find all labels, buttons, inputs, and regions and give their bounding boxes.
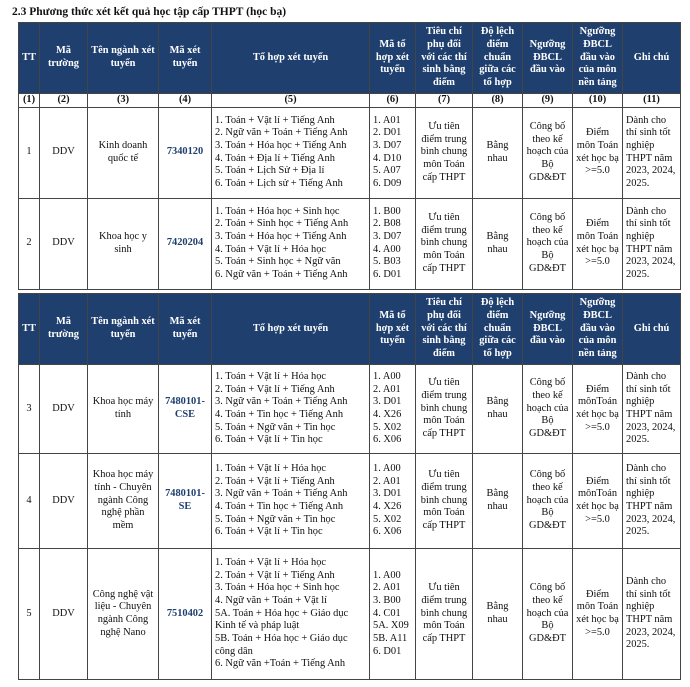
header-score-deviation: Độ lệch điểm chuẩn giữa các tổ hợp [473, 23, 523, 94]
subject-combinations-line: 4. Toán + Địa lí + Tiếng Anh [215, 152, 335, 164]
combination-codes [370, 107, 416, 198]
admission-code: 7480101-SE [159, 454, 212, 549]
header-combination-codes: Mã tổ hợp xét tuyển [370, 294, 416, 365]
combination-codes-line: 2. A01 [373, 475, 401, 487]
combination-codes-line: 5. X02 [373, 421, 402, 433]
score-deviation: Bằng nhau [473, 365, 523, 454]
combination-codes-line: 1. A00 [373, 569, 401, 581]
table-row [19, 365, 681, 454]
column-number: (6) [370, 94, 416, 108]
column-number: (4) [159, 94, 212, 108]
subject-combinations-line: 6. Toán + Vật lí + Tin học [215, 526, 323, 538]
subject-combinations-line: 2. Toán + Vật lí + Tiếng Anh [215, 569, 335, 581]
subject-combinations-line: 5B. Toán + Hóa học + Giáo dục công dân [215, 633, 348, 657]
subject-combinations-line: 3. Toán + Hóa học + Tiếng Anh [215, 140, 347, 151]
quality-threshold: Công bố theo kế hoạch của Bộ GD&ĐT [523, 454, 573, 549]
combination-codes [370, 365, 416, 454]
subject-combinations-line: 2. Ngữ văn + Toán + Tiếng Anh [215, 127, 348, 139]
combination-codes-line: 1. B00 [373, 205, 401, 217]
column-number: (8) [473, 94, 523, 108]
school-code: DDV [40, 454, 88, 549]
tiebreak-criteria: Ưu tiên điểm trung bình chung môn Toán cấp THPT [416, 107, 473, 198]
subject-combinations-line: 1. Toán + Vật lí + Hóa học [215, 462, 327, 474]
admission-table-part-2 [18, 293, 681, 680]
tiebreak-criteria: Ưu tiên điểm trung bình chung môn Toán cấp THPT [416, 365, 473, 454]
combination-codes-line: 3. D01 [373, 488, 402, 500]
table-row [19, 107, 681, 198]
notes: Dành cho thí sinh tốt nghiệp THPT năm 2023, 2024, 2025. [623, 454, 681, 549]
major-name: Khoa học máy tính [88, 365, 159, 454]
notes: Dành cho thí sinh tốt nghiệp THPT năm 2023, 2024, 2025. [623, 365, 681, 454]
combination-codes-line: 5B. A11 [373, 633, 408, 645]
subject-combinations-line: 3. Ngữ văn + Toán + Tiếng Anh [215, 488, 348, 500]
header-quality-threshold: Ngưỡng ĐBCL đầu vào [523, 23, 573, 94]
school-code: DDV [40, 198, 88, 289]
subject-combinations-line: 6. Ngữ văn +Toán + Tiếng Anh [215, 658, 346, 670]
subject-combinations-line: 1. Toán + Vật lí + Hóa học [215, 556, 327, 568]
header-row [19, 294, 681, 365]
column-number: (11) [623, 94, 681, 108]
header-tiebreak-criteria: Tiêu chí phụ đối với các thí sinh bằng điểm [416, 294, 473, 365]
combination-codes-line: 5. B03 [373, 256, 401, 268]
header-combinations: Tổ hợp xét tuyển [212, 23, 370, 94]
combination-codes [370, 454, 416, 549]
header-base-subject-threshold: Ngưỡng ĐBCL đầu vào của môn nền tảng [573, 23, 623, 94]
column-number: (9) [523, 94, 573, 108]
row-number: 3 [19, 365, 40, 454]
subject-combinations-line: 6. Toán + Lịch sử + Tiếng Anh [215, 178, 343, 190]
header-notes: Ghi chú [623, 294, 681, 365]
combination-codes-line: 6. D09 [373, 178, 402, 190]
school-code: DDV [40, 107, 88, 198]
subject-combinations-line: 5A. Toán + Hóa học + Giáo dục Kinh tế và pháp luật [215, 607, 349, 632]
combination-codes-line: 2. A01 [373, 582, 401, 594]
column-number: (1) [19, 94, 40, 108]
subject-combinations [212, 198, 370, 289]
row-number: 5 [19, 549, 40, 680]
tiebreak-criteria: Ưu tiên điểm trung bình chung môn Toán cấp THPT [416, 198, 473, 289]
column-number: (3) [88, 94, 159, 108]
combination-codes-line: 6. X06 [373, 526, 402, 538]
combination-codes-line: 6. D01 [373, 645, 402, 657]
subject-combinations-line: 2. Toán + Vật lí + Tiếng Anh [215, 383, 335, 395]
major-name: Công nghệ vật liệu - Chuyên ngành Công nghệ Nano [88, 549, 159, 680]
subject-combinations-line: 5. Toán + Ngữ văn + Tin học [215, 513, 336, 525]
column-number-row [19, 94, 681, 108]
major-name: Kinh doanh quốc tế [88, 107, 159, 198]
subject-combinations-line: 2. Toán + Vật lí + Tiếng Anh [215, 475, 335, 487]
combination-codes-line: 3. B00 [373, 594, 401, 606]
header-combinations: Tổ hợp xét tuyển [212, 294, 370, 365]
header-major: Tên ngành xét tuyển [88, 23, 159, 94]
combination-codes-line: 6. X06 [373, 434, 402, 446]
combination-codes-line: 1. A01 [373, 114, 401, 126]
score-deviation: Bằng nhau [473, 198, 523, 289]
combination-codes-line: 4. D10 [373, 152, 402, 164]
major-name: Khoa học y sinh [88, 198, 159, 289]
subject-combinations-line: 3. Toán + Hóa học + Tiếng Anh [215, 231, 347, 242]
subject-combinations-line: 1. Toán + Hóa học + Sinh học [215, 205, 340, 217]
score-deviation: Bằng nhau [473, 454, 523, 549]
combination-codes-line: 4. C01 [373, 607, 401, 619]
combination-codes-line: 4. X26 [373, 501, 402, 512]
admission-code: 7480101-CSE [159, 365, 212, 454]
column-number: (5) [212, 94, 370, 108]
subject-combinations-line: 6. Ngữ văn + Toán + Tiếng Anh [215, 269, 348, 281]
subject-combinations [212, 365, 370, 454]
admission-code: 7340120 [159, 107, 212, 198]
header-row [19, 23, 681, 94]
subject-combinations-line: 2. Toán + Sinh học + Tiếng Anh [215, 218, 349, 230]
admission-code: 7420204 [159, 198, 212, 289]
column-number: (10) [573, 94, 623, 108]
combination-codes-line: 3. D07 [373, 140, 402, 151]
quality-threshold: Công bố theo kế hoạch của Bộ GD&ĐT [523, 107, 573, 198]
combination-codes-line: 5. A07 [373, 165, 401, 177]
table-row [19, 549, 681, 680]
school-code: DDV [40, 549, 88, 680]
subject-combinations-line: 5. Toán + Sinh học + Ngữ văn [215, 256, 341, 268]
score-deviation: Bằng nhau [473, 107, 523, 198]
base-subject-threshold: Điểm môn Toán xét học bạ >=5.0 [573, 198, 623, 289]
notes: Dành cho thí sinh tốt nghiệp THPT năm 2023, 2024, 2025. [623, 198, 681, 289]
table-row [19, 454, 681, 549]
admission-code: 7510402 [159, 549, 212, 680]
base-subject-threshold: Điểm môn Toán xét học bạ >=5.0 [573, 549, 623, 680]
subject-combinations-line: 4. Ngữ văn + Toán + Vật lí [215, 594, 328, 606]
header-tt: TT [19, 294, 40, 365]
header-admission-code: Mã xét tuyển [159, 294, 212, 365]
column-number: (7) [416, 94, 473, 108]
table-row [19, 198, 681, 289]
header-tiebreak-criteria: Tiêu chí phụ đối với các thí sinh bằng điểm [416, 23, 473, 94]
header-combination-codes: Mã tổ hợp xét tuyển [370, 23, 416, 94]
school-code: DDV [40, 365, 88, 454]
quality-threshold: Công bố theo kế hoạch của Bộ GD&ĐT [523, 549, 573, 680]
subject-combinations-line: 1. Toán + Vật lí + Tiếng Anh [215, 114, 335, 126]
subject-combinations-line: 4. Toán + Vật lí + Hóa học [215, 243, 327, 255]
section-heading: 2.3 Phương thức xét kết quả học tập cấp THPT (học bạ) [12, 6, 287, 18]
notes: Dành cho thí sinh tốt nghiệp THPT năm 2023, 2024, 2025. [623, 549, 681, 680]
row-number: 4 [19, 454, 40, 549]
combination-codes-line: 5A. X09 [373, 620, 409, 632]
row-number: 1 [19, 107, 40, 198]
combination-codes-line: 4. X26 [373, 409, 402, 420]
tiebreak-criteria: Ưu tiên điểm trung bình chung môn Toán cấp THPT [416, 549, 473, 680]
header-major: Tên ngành xét tuyển [88, 294, 159, 365]
subject-combinations-line: 3. Toán + Hóa học + Sinh học [215, 582, 340, 594]
combination-codes [370, 549, 416, 680]
combination-codes-line: 3. D01 [373, 396, 402, 408]
subject-combinations-line: 6. Toán + Vật lí + Tin học [215, 434, 323, 446]
header-admission-code: Mã xét tuyển [159, 23, 212, 94]
combination-codes-line: 2. B08 [373, 218, 401, 230]
combination-codes-line: 1. A00 [373, 370, 401, 382]
header-tt: TT [19, 23, 40, 94]
combination-codes-line: 4. A00 [373, 243, 401, 255]
admission-table-part-1 [18, 22, 681, 290]
base-subject-threshold: Điểm môn Toán xét học bạ >=5.0 [573, 107, 623, 198]
row-number: 2 [19, 198, 40, 289]
base-subject-threshold: Điểm mônToán xét học bạ >=5.0 [573, 365, 623, 454]
subject-combinations [212, 107, 370, 198]
subject-combinations-line: 4. Toán + Tin học + Tiếng Anh [215, 501, 344, 512]
combination-codes [370, 198, 416, 289]
header-score-deviation: Độ lệch điểm chuẩn giữa các tổ hợp [473, 294, 523, 365]
quality-threshold: Công bố theo kế hoạch của Bộ GD&ĐT [523, 198, 573, 289]
combination-codes-line: 1. A00 [373, 462, 401, 474]
combination-codes-line: 6. D01 [373, 269, 402, 281]
header-school-code: Mã trường [40, 23, 88, 94]
combination-codes-line: 2. A01 [373, 383, 401, 395]
subject-combinations-line: 3. Ngữ văn + Toán + Tiếng Anh [215, 396, 348, 408]
score-deviation: Bằng nhau [473, 549, 523, 680]
subject-combinations-line: 1. Toán + Vật lí + Hóa học [215, 370, 327, 382]
column-number: (2) [40, 94, 88, 108]
subject-combinations-line: 4. Toán + Tin học + Tiếng Anh [215, 409, 344, 420]
quality-threshold: Công bố theo kế hoạch của Bộ GD&ĐT [523, 365, 573, 454]
tiebreak-criteria: Ưu tiên điểm trung bình chung môn Toán cấp THPT [416, 454, 473, 549]
base-subject-threshold: Điểm mônToán xét học bạ >=5.0 [573, 454, 623, 549]
combination-codes-line: 5. X02 [373, 513, 402, 525]
combination-codes-line: 2. D01 [373, 127, 402, 139]
header-school-code: Mã trường [40, 294, 88, 365]
subject-combinations-line: 5. Toán + Lịch Sử + Địa lí [215, 165, 325, 177]
notes: Dành cho thí sinh tốt nghiệp THPT năm 2023, 2024, 2025. [623, 107, 681, 198]
header-base-subject-threshold: Ngưỡng ĐBCL đầu vào của môn nền tảng [573, 294, 623, 365]
subject-combinations-line: 5. Toán + Ngữ văn + Tin học [215, 421, 336, 433]
header-quality-threshold: Ngưỡng ĐBCL đầu vào [523, 294, 573, 365]
header-notes: Ghi chú [623, 23, 681, 94]
major-name: Khoa học máy tính - Chuyên ngành Công nghệ phần mềm [88, 454, 159, 549]
subject-combinations [212, 454, 370, 549]
subject-combinations [212, 549, 370, 680]
combination-codes-line: 3. D07 [373, 231, 402, 242]
